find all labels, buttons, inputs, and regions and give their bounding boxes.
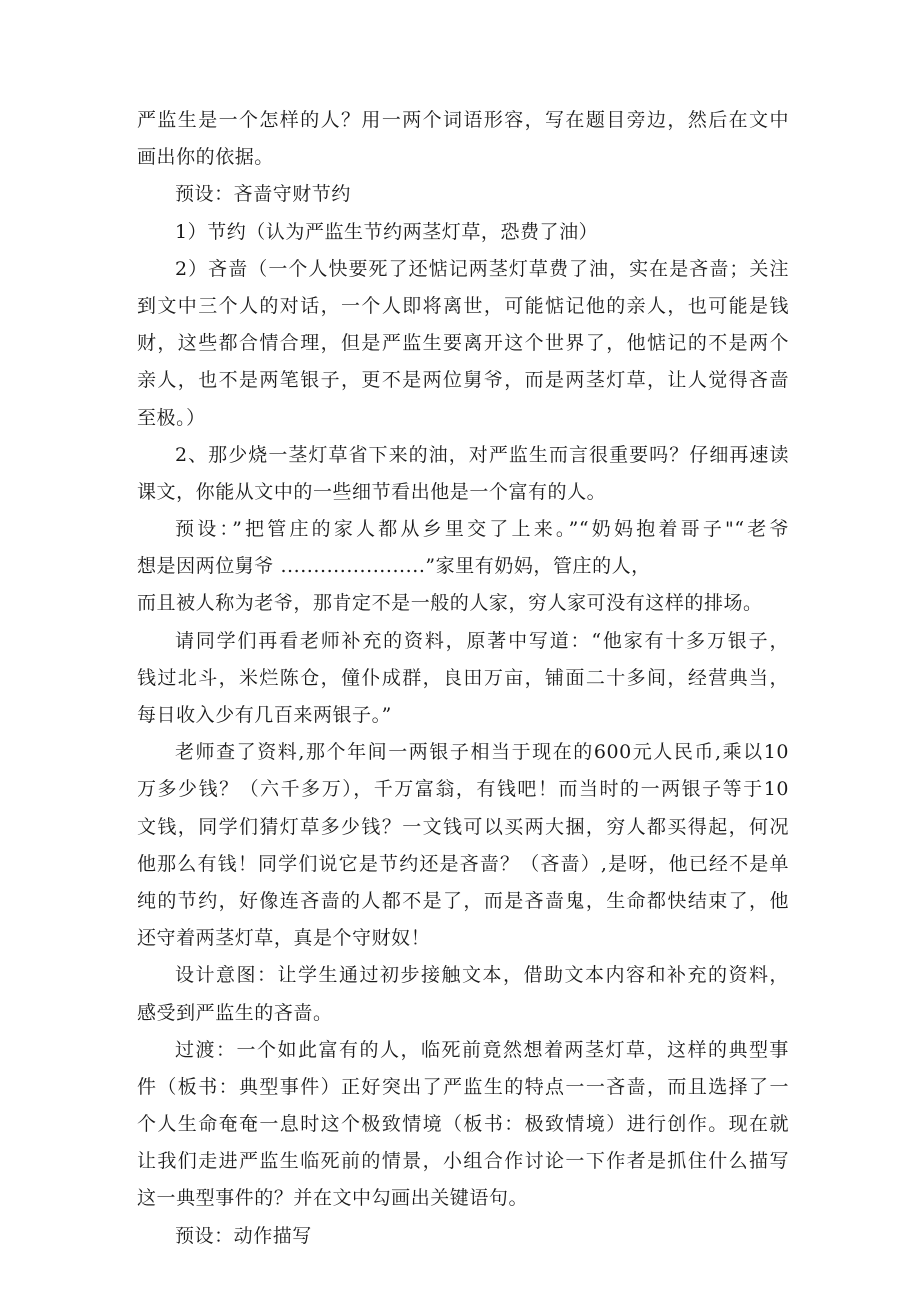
text-line: 个人生命奄奄一息时这个极致情境（板书：极致情境）进行创作。现在就 xyxy=(137,1113,789,1136)
text-line: 到文中三个人的对话，一个人即将离世，可能惦记他的亲人，也可能是钱 xyxy=(137,294,789,317)
text-line: 严监生是一个怎样的人？用一两个词语形容，写在题目旁边，然后在文中 xyxy=(137,109,789,131)
text-line: 1）节约（认为严监生节约两茎灯草，恐费了油） xyxy=(175,220,599,243)
text-line: 这一典型事件的？并在文中勾画出关键语句。 xyxy=(137,1187,529,1210)
text-line: 过渡：一个如此富有的人，临死前竟然想着两茎灯草，这样的典型事 xyxy=(175,1038,789,1061)
text-line: 老师查了资料,那个年间一两银子相当于现在的600元人民币,乘以10 xyxy=(175,741,789,764)
text-line: 他那么有钱！同学们说它是节约还是吝啬？（吝啬）,是呀，他已经不是单 xyxy=(137,852,789,875)
text-line: 亲人，也不是两笔银子，更不是两位舅爷，而是两茎灯草，让人觉得吝啬 xyxy=(137,369,789,392)
text-line: 感受到严监生的吝啬。 xyxy=(137,1001,333,1024)
text-line: 画出你的依据。 xyxy=(137,146,274,169)
text-line: 还守着两茎灯草，真是个守财奴！ xyxy=(137,927,431,950)
text-line: 万多少钱？（六千多万），千万富翁，有钱吧！而当时的一两银子等于10 xyxy=(137,778,789,801)
text-line: 财，这些都合情合理，但是严监生要离开这个世界了，他惦记的不是两个 xyxy=(137,332,789,355)
text-line: 让我们走进严监生临死前的情景，小组合作讨论一下作者是抓住什么描写 xyxy=(137,1150,789,1173)
text-line: 设计意图：让学生通过初步接触文本，借助文本内容和补充的资料， xyxy=(175,964,789,987)
text-line: 至极。） xyxy=(137,406,206,429)
text-line: 2、那少烧一茎灯草省下来的油，对严监生而言很重要吗？仔细再速读 xyxy=(175,443,789,466)
text-line: 钱过北斗，米烂陈仓，僮仆成群，良田万亩，铺面二十多间，经营典当， xyxy=(137,666,789,689)
text-line: 件（板书：典型事件）正好突出了严监生的特点一一吝啬，而且选择了一 xyxy=(137,1075,789,1098)
text-line: 请同学们再看老师补充的资料，原著中写道：“他家有十多万银子， xyxy=(175,629,789,652)
text-line: 想是因两位舅爷 ......................”家里有奶妈，管庄的人， xyxy=(137,555,651,578)
text-line: 预设：动作描写 xyxy=(175,1224,312,1247)
text-line: 纯的节约，好像连吝啬的人都不是了，而是吝啬鬼，生命都快结束了，他 xyxy=(137,889,789,912)
text-line: 而且被人称为老爷，那肯定不是一般的人家，穷人家可没有这样的排场。 xyxy=(137,592,763,615)
text-line: 课文，你能从文中的一些细节看出他是一个富有的人。 xyxy=(137,480,607,503)
text-line: 每日收入少有几百来两银子。” xyxy=(137,704,392,726)
text-line: 文钱，同学们猜灯草多少钱？一文钱可以买两大捆，穷人都买得起，何况 xyxy=(137,815,789,838)
text-line: 预设：”把管庄的家人都从乡里交了上来。”“奶妈抱着哥子"“老爷 xyxy=(175,518,789,541)
text-line: 预设：吝啬守财节约 xyxy=(175,183,351,206)
text-line: 2）吝啬（一个人快要死了还惦记两茎灯草费了油，实在是吝啬；关注 xyxy=(175,257,789,280)
document-page xyxy=(137,102,789,1255)
